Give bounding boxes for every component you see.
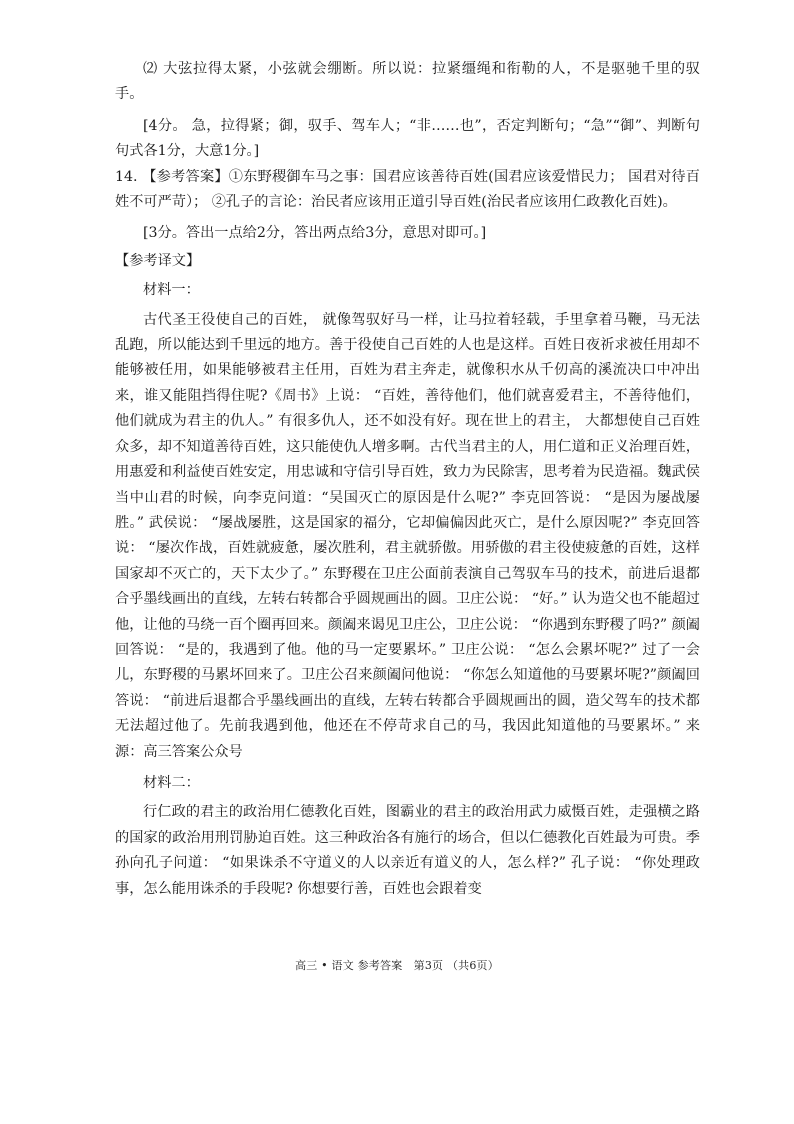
answer-13-2: ⑵ 大弦拉得太紧，小弦就会绷断。所以说：拉紧缰绳和衔勒的人，不是驱驰千里的驭手。 — [115, 61, 700, 103]
page-footer: 高三 • 语文 参考答案 第3页 （共6页） — [295, 959, 499, 972]
answer-14: 14. 【参考答案】①东野稷御车马之事：国君应该善待百姓(国君应该爱惜民力； 国君对待百姓不可严苛）； ②孔子的言论：治民者应该用正道引导百姓(治民者应该用仁政教化百姓)。 — [115, 168, 700, 211]
translation-heading: 【参考译文】 — [115, 252, 201, 269]
material-one-text: 古代圣王役使自己的百姓， 就像驾驭好马一样，让马拉着轻载，手里拿着马鞭，马无法乱跑，所以能达到千里远的地方。善于役使自己百姓的人也是这样。百姓日夜祈求被任用却不能够被任用，如果能够被君主任用，百姓为君主奔走，就像积水从千仞高的溪流决口中冲出来，谁又能阻挡得住呢?《周书》上说： “百姓，善待他们，他们就喜爱君主，不善待他们，他们就成为君主的仇人。” 有很多仇人，还不如没有好。现在世上的君主， 大都想使自己百姓众多，却不知道善待百姓，这只能使仇人增多啊。古代当君主的人，用仁道和正义治理百姓，用惠爱和利益使百姓安定，用忠诚和守信引导百姓，致力为民除害，思考着为民造福。魏武侯当中山君的时候，向李克问道：“吴国灭亡的原因是什么呢?” 李克回答说： “是因为屡战屡胜。” 武侯说： “屡战屡胜，这是国家的福分，它却偏偏因此灭亡，是什么原因呢?” 李克回答说： “屡次作战，百姓就疲惫，屡次胜利，君主就骄傲。用骄傲的君主役使疲惫的百姓，这样国家却不灭亡的，天下太少了。” 东野稷在卫庄公面前表演自己驾驭车马的技术，前进后退都合乎墨线画出的直线，左转右转都合乎圆规画出的圆。卫庄公说： “好。” 认为造父也不能超过他，让他的马绕一百个圈再回来。颜阖来谒见卫庄公，卫庄公说： “你遇到东野稷了吗?” 颜阖回答说： “是的，我遇到了他。他的马一定要累坏。” 卫庄公说： “怎么会累坏呢?” 过了一会儿，东野稷的马累坏回来了。卫庄公召来颜阖问他说： “你怎么知道他的马要累坏呢?”颜阖回答说： “前进后退都合乎墨线画出的直线，左转右转都合乎圆规画出的圆，造父驾车的技术都无法超过他了。先前我遇到他，他还在不停苛求自己的马，我因此知道他的马要累坏。” 来源：高三答案公众号 — [115, 311, 700, 760]
answer-content — [115, 57, 700, 902]
scoring-note-13: [4分。 急，拉得紧；御，驭手、驾车人；“非……也”，否定判断句；“急”“御”、判断句句式各1分，大意1分。] — [115, 117, 700, 160]
material-two-text: 行仁政的君主的政治用仁德教化百姓，图霸业的君主的政治用武力威慑百姓，走强横之路的国家的政治用刑罚胁迫百姓。这三种政治各有施行的场合，但以仁德教化百姓最为可贵。季孙向孔子问道： “如果诛杀不守道义的人以亲近有道义的人，怎么样?” 孔子说： “你处理政事，怎么能用诛杀的手段呢? 你想要行善，百姓也会跟着变 — [115, 804, 700, 897]
material-one-label: 材料一： — [143, 282, 200, 299]
material-two-label: 材料二： — [143, 774, 200, 791]
scoring-note-14: [3分。答出一点给2分，答出两点给3分，意思对即可。] — [143, 225, 487, 242]
